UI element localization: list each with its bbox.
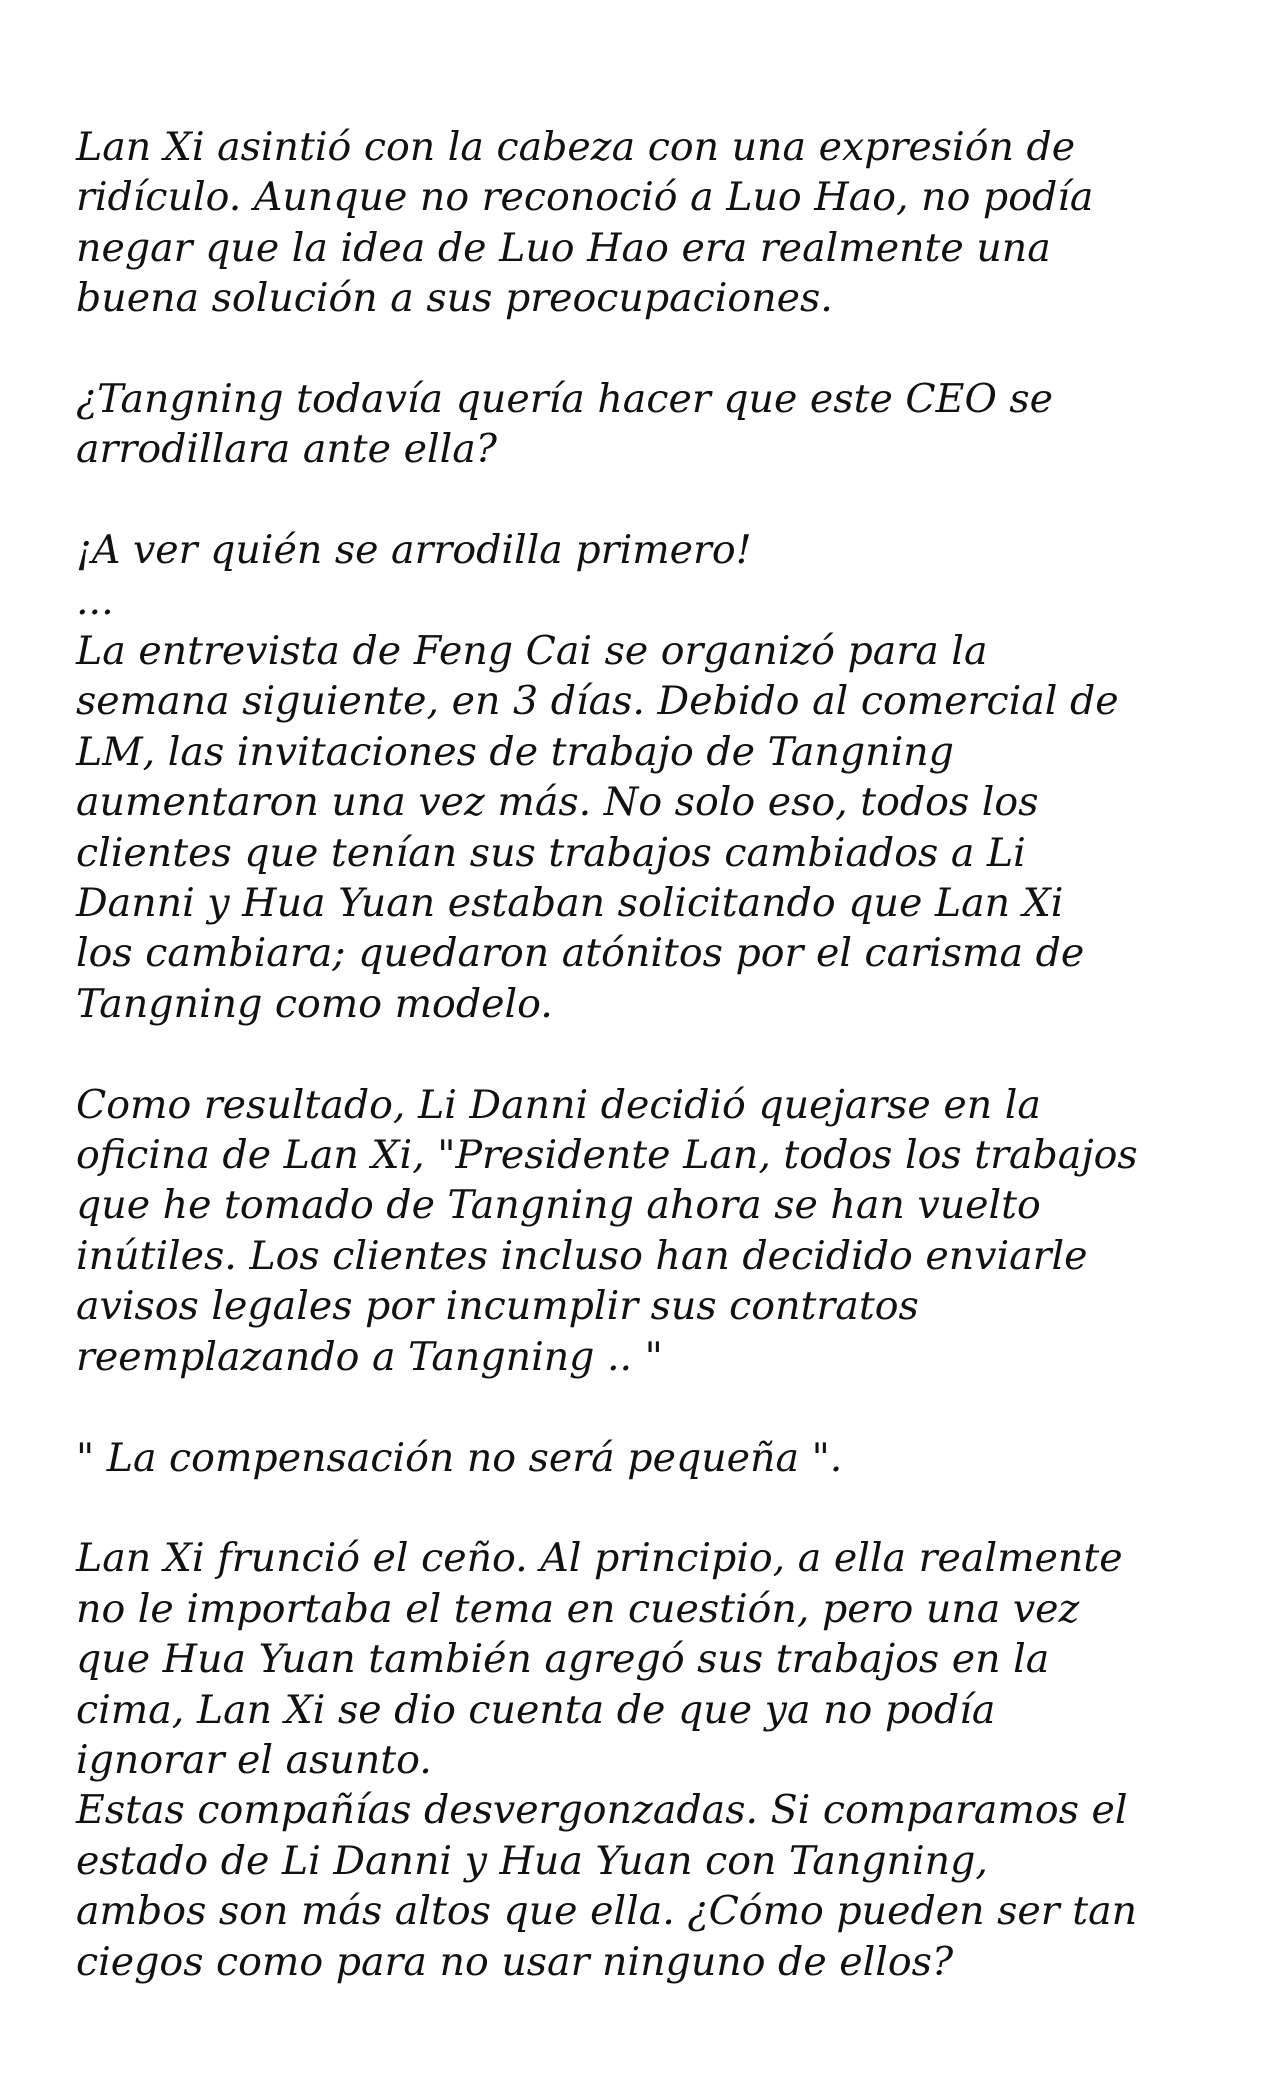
- paragraph-3: ¡A ver quién se arrodilla primero! ... La entrevista de Feng Cai se organizó para la semana siguiente, en 3 días. Debido al comercial de LM, las invitaciones de trabajo de Tangning aumentaron una vez más. No solo eso, todos los clientes que tenían sus trabajos cambiados a Li Danni y Hua Yuan estaban solicitando que Lan Xi los cambiara; quedaron atónitos por el carisma de Tangning como modelo.: [76, 527, 1119, 1027]
- paragraph-gap: [76, 1382, 1226, 1432]
- paragraph-gap: [76, 324, 1226, 374]
- paragraph-1: Lan Xi asintió con la cabeza con una expresión de ridículo. Aunque no reconoció a Luo Hao, no podía negar que la idea de Luo Hao era realmente una buena solución a sus preocupaciones.: [76, 124, 1094, 322]
- paragraph-4: Como resultado, Li Danni decidió quejarse en la oficina de Lan Xi, "Presidente Lan, todos los trabajos que he tomado de Tangning ahora se han vuelto inútiles. Los clientes incluso han decidido enviarle avisos legales por incumplir sus contratos reemplazando a Tangning .. ": [76, 1081, 1138, 1380]
- paragraph-5: " La compensación no será pequeña ".: [76, 1434, 843, 1481]
- paragraph-gap: [76, 1029, 1226, 1079]
- paragraph-2: ¿Tangning todavía quería hacer que este CEO se arrodillara ante ella?: [76, 376, 1054, 473]
- paragraph-gap: [76, 1483, 1226, 1533]
- document-body: [76, 122, 1226, 1987]
- paragraph-6: Lan Xi frunció el ceño. Al principio, a ella realmente no le importaba el tema en cuestión, pero una vez que Hua Yuan también agregó sus trabajos en la cima, Lan Xi se dio cuenta de que ya no podía ignorar el asunto. Estas compañías desvergonzadas. Si comparamos el estado de Li Danni y Hua Yuan con Tangning, ambos son más altos que ella. ¿Cómo pueden ser tan ciegos como para no usar ninguno de ellos?: [76, 1535, 1138, 1985]
- paragraph-gap: [76, 475, 1226, 525]
